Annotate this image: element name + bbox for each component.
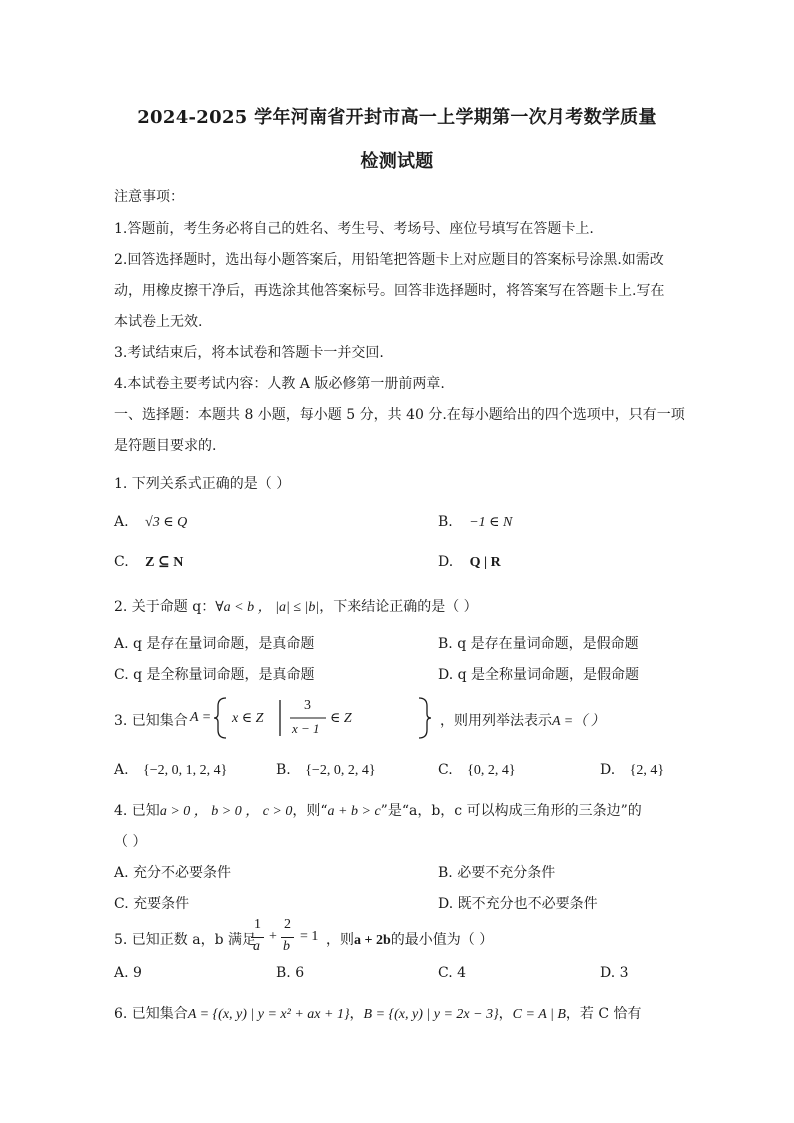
q6-set-c: C = A | B [512, 1007, 566, 1022]
section1-heading-line2: 是符题目要求的. [114, 438, 217, 454]
q3-option-b-text: {−2, 0, 2, 4} [305, 763, 376, 778]
q5-stem-mid: ，则 [326, 932, 354, 948]
q2-option-c: C. q 是全称量词命题，是真命题 [114, 667, 315, 683]
q2-stem-post: ，下来结论正确的是（ ） [319, 599, 478, 615]
note-2-line1: 2.回答选择题时，选出每小题答案后，用铅笔把答题卡上对应题目的答案标号涂黑.如需改 [114, 252, 664, 268]
q2-stem-pre: 2. 关于命题 q： [114, 599, 216, 615]
q3-option-b [276, 762, 376, 779]
q1-option-d [438, 554, 501, 571]
notes-heading: 注意事项： [114, 189, 184, 205]
q5-frac2-num: 2 [284, 917, 291, 932]
exam-title-line1: 2024-2025 学年河南省开封市高一上学期第一次月考数学质量 [137, 107, 657, 128]
q6-set-a: A = {(x, y) | y = x² + ax + 1} [187, 1007, 350, 1022]
q2-stem-math: ∀a < b ， |a| ≤ |b| [215, 600, 320, 615]
note-4: 4.本试卷主要考试内容：人教 A 版必修第一册前两章. [114, 376, 445, 392]
section1-heading-line1: 一、选择题：本题共 8 小题，每小题 5 分，共 40 分.在每小题给出的四个选项中，只有一项 [114, 407, 685, 423]
q3-stem-post-text: ，则用列举法表示 [440, 713, 552, 729]
q6-stem-post: ，若 C 恰有 [565, 1006, 642, 1022]
q1-option-a-text: √3 ∈ Q [145, 515, 188, 530]
q1-option-a-label: A. [114, 514, 129, 530]
q3-option-c [438, 762, 516, 779]
q1-option-b-text: −1 ∈ N [469, 515, 513, 530]
q3-option-d-label: D. [600, 762, 616, 778]
q3-stem-post [440, 710, 605, 730]
q4-option-a: A. 充分不必要条件 [114, 865, 232, 881]
q5-plus: + [269, 929, 277, 944]
note-2-line2: 动，用橡皮擦干净后，再选涂其他答案标号。回答非选择题时，将答案写在答题卡上.写在 [114, 283, 665, 299]
q3-option-b-label: B. [276, 762, 291, 778]
q4-option-d: D. 既不充分也不必要条件 [438, 896, 598, 912]
q4-paren: （ ） [114, 834, 147, 850]
q5-frac1-den: a [253, 939, 260, 954]
q3-option-d [600, 762, 664, 779]
q6-comma2: ， [498, 1006, 513, 1022]
q4-option-c: C. 充要条件 [114, 896, 190, 912]
q6-comma1: ， [349, 1006, 364, 1022]
q3-set-x: x ∈ Z [232, 711, 264, 726]
exam-title-line2: 检测试题 [360, 151, 434, 172]
q5-equals: = 1 [300, 929, 319, 944]
q3-stem-end: A =（ ） [552, 714, 605, 729]
q5-option-d: D. 3 [600, 965, 629, 981]
q4-stem-mid2: ”是“a，b，c 可以构成三角形的三条边”的 [380, 803, 642, 819]
q5-stem-pre: 5. 已知正数 a，b 满足 [114, 932, 257, 948]
q1-stem: 1. 下列关系式正确的是（ ） [114, 476, 291, 492]
q5-option-b: B. 6 [276, 965, 305, 981]
q3-option-c-label: C. [438, 762, 453, 778]
q5-stem-tail [326, 929, 493, 949]
q4-stem [114, 800, 642, 820]
q3-set-right: ∈ Z [330, 711, 352, 726]
q1-option-b [438, 514, 512, 531]
q1-option-c-text: Z ⊆ N [145, 555, 184, 570]
q6-stem-pre: 6. 已知集合 [114, 1006, 188, 1022]
q4-stem-pre: 4. 已知 [114, 803, 160, 819]
q4-option-b: B. 必要不充分条件 [438, 865, 556, 881]
q1-option-c [114, 554, 183, 571]
q1-option-a [114, 514, 187, 531]
q5-stem-post: 的最小值为（ ） [390, 932, 494, 948]
q3-option-a-label: A. [114, 762, 129, 778]
q3-frac-num: 3 [304, 698, 311, 713]
q2-stem [114, 596, 478, 616]
q4-conditions: a > 0 ， b > 0 ， c > 0 [159, 804, 293, 819]
q3-option-c-text: {0, 2, 4} [467, 763, 516, 778]
q5-frac2-bar [281, 937, 294, 938]
q6-stem [114, 1003, 642, 1023]
q1-option-b-label: B. [438, 514, 453, 530]
q4-stem-mid1: ，则“ [292, 803, 328, 819]
note-2-line3: 本试卷上无效. [114, 314, 203, 330]
note-1: 1.答题前，考生务必将自己的姓名、考生号、考场号、座位号填写在答题卡上. [114, 221, 594, 237]
q3-option-a [114, 762, 227, 779]
q5-frac2-den: b [283, 939, 290, 954]
q3-frac-den: x − 1 [292, 721, 320, 736]
q3-option-a-text: {−2, 0, 1, 2, 4} [143, 763, 228, 778]
q1-option-d-text: Q | R [469, 555, 501, 570]
q6-set-b: B = {(x, y) | y = 2x − 3} [363, 1007, 499, 1022]
q1-option-c-label: C. [114, 554, 129, 570]
q5-option-a: A. 9 [114, 965, 142, 981]
q5-frac1-bar [251, 937, 264, 938]
q1-option-d-label: D. [438, 554, 454, 570]
q3-option-d-text: {2, 4} [629, 763, 665, 778]
q5-option-c: C. 4 [438, 965, 467, 981]
q5-frac1-num: 1 [254, 917, 261, 932]
q4-condition2: a + b > c [327, 804, 381, 819]
q5-expression: a + 2b [354, 933, 391, 948]
q3-set-left: A = [190, 710, 212, 725]
q2-option-b: B. q 是存在量词命题，是假命题 [438, 636, 639, 652]
note-3: 3.考试结束后，将本试卷和答题卡一并交回. [114, 345, 384, 361]
q3-stem-pre: 3. 已知集合 [114, 713, 188, 729]
q2-option-a: A. q 是存在量词命题，是真命题 [114, 636, 315, 652]
q2-option-d: D. q 是全称量词命题，是假命题 [438, 667, 640, 683]
